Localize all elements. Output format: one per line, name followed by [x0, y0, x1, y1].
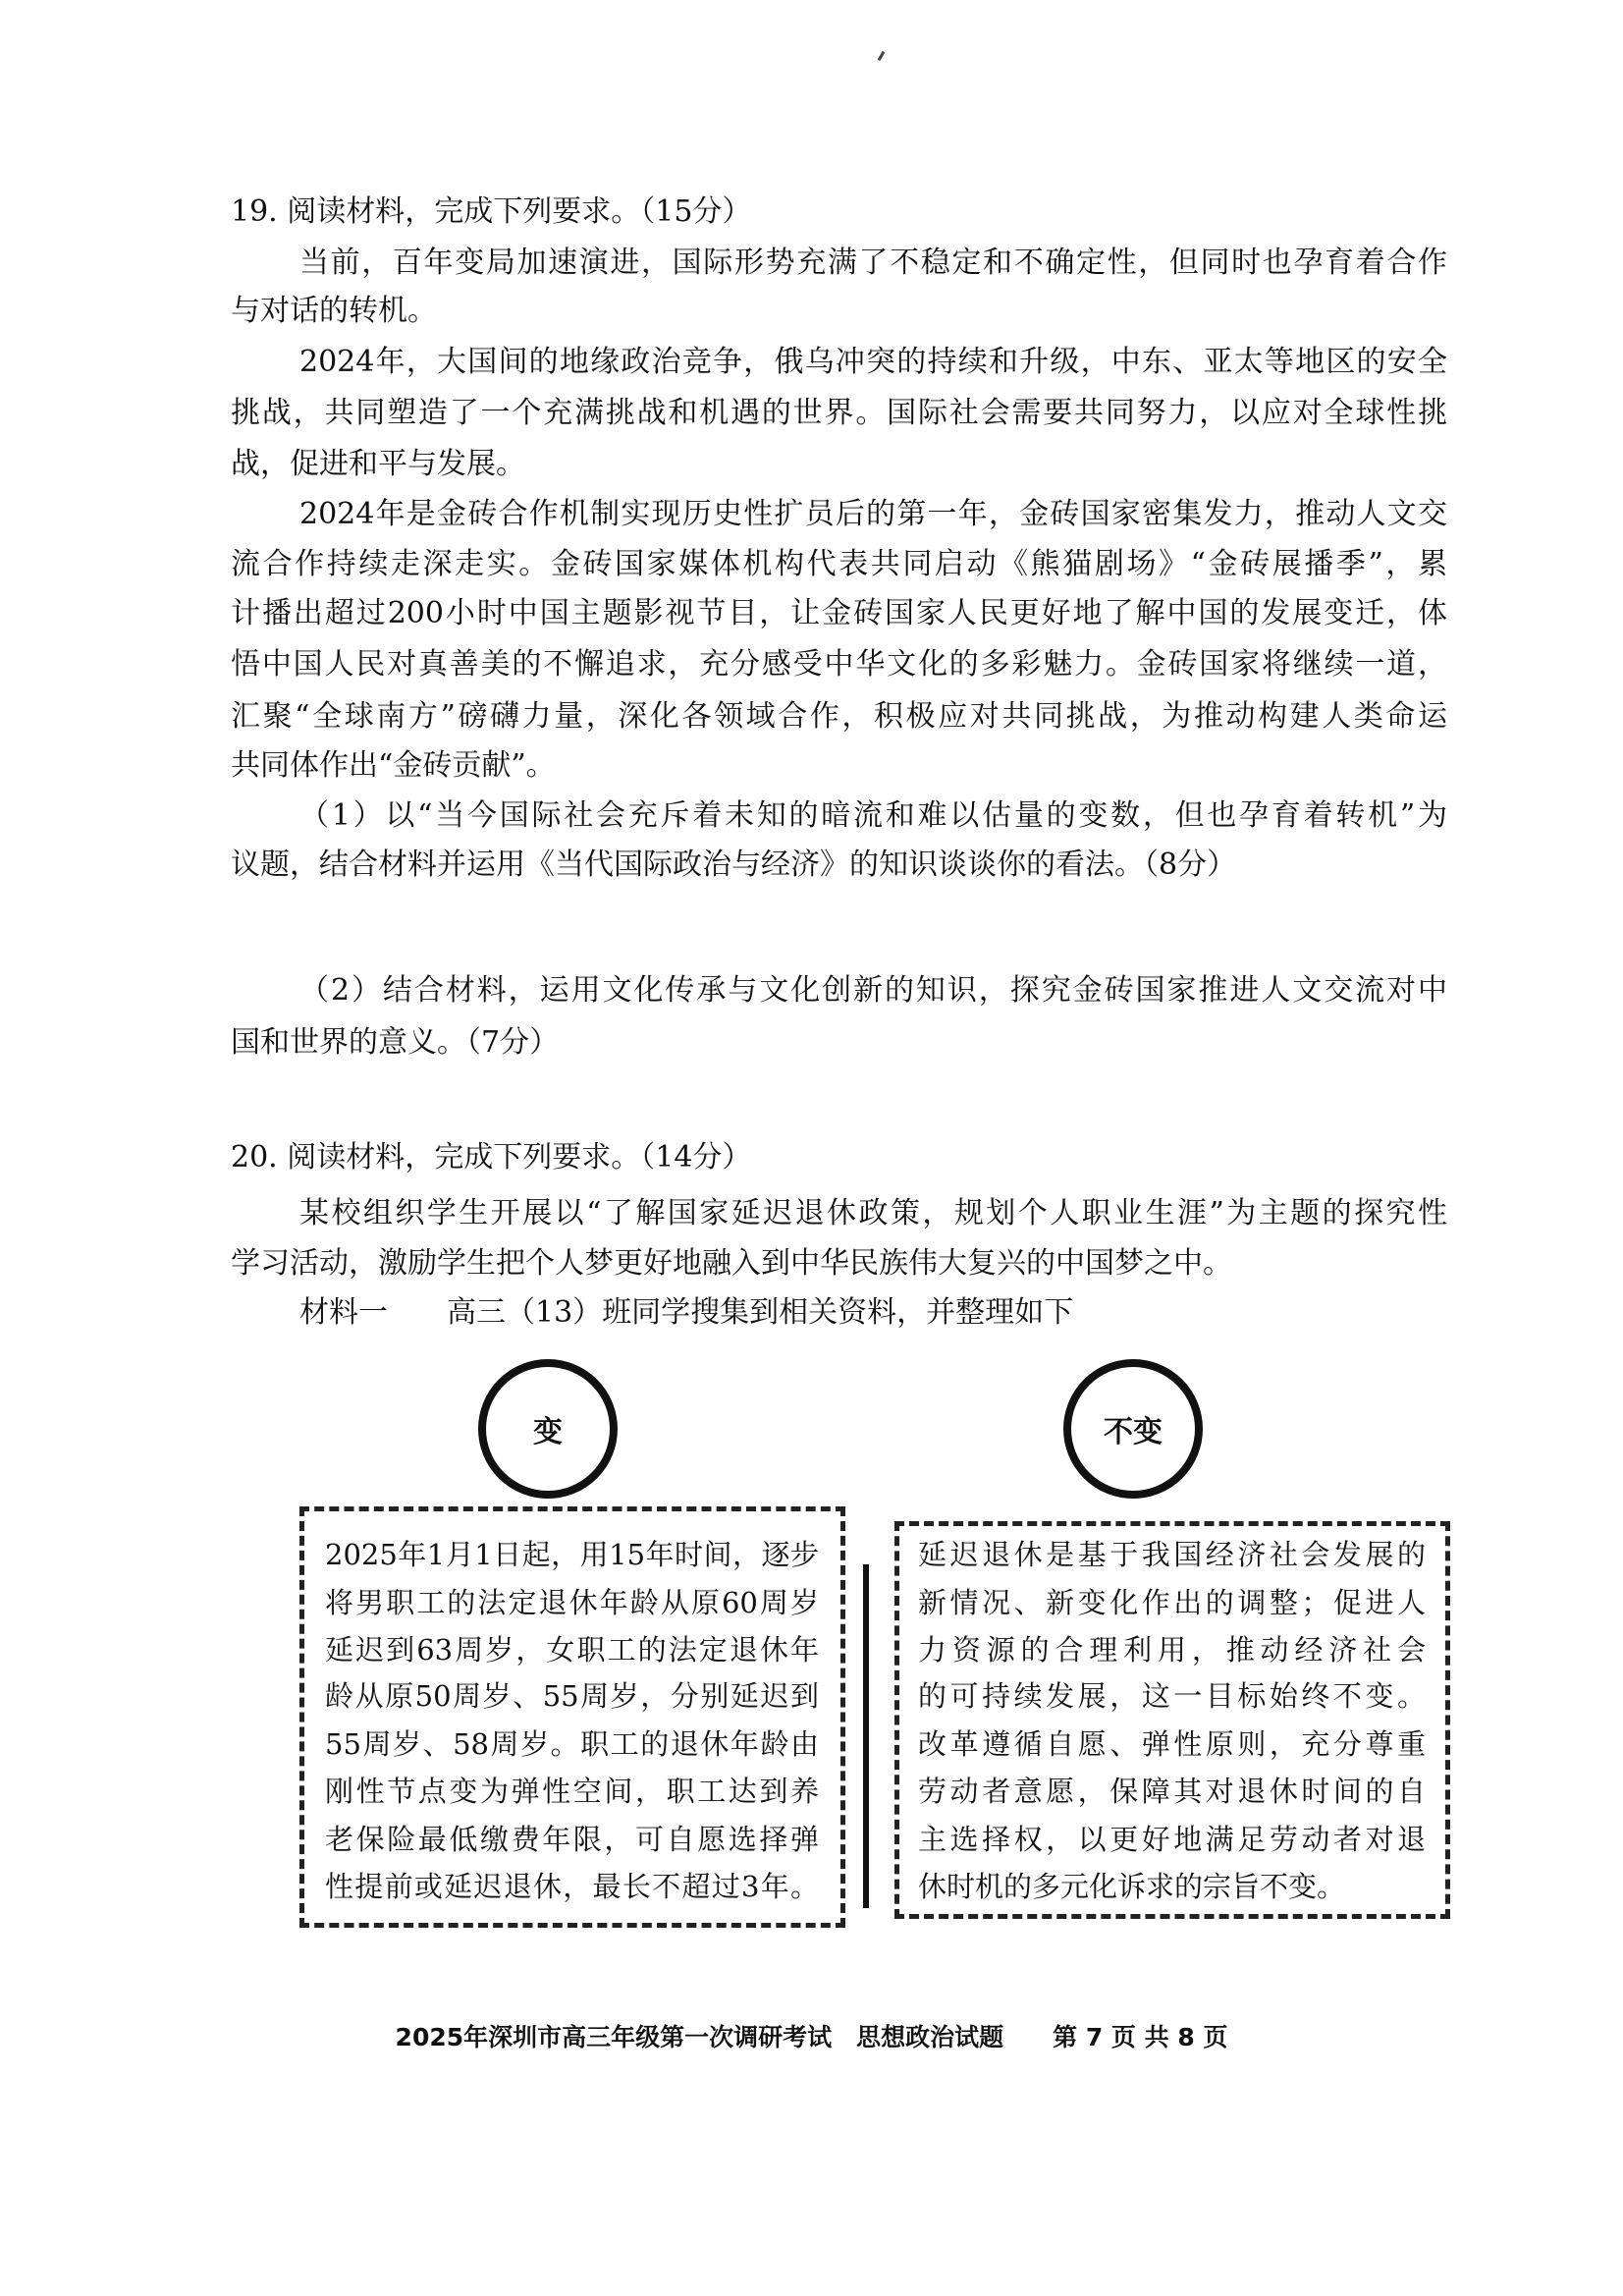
change-line: 老保险最低缴费年限，可自愿选择弹	[325, 1823, 819, 1856]
change-line: 2025年1月1日起，用15年时间，逐步	[325, 1538, 819, 1571]
no-change-circle: 不变	[1063, 1359, 1203, 1499]
no-change-line: 休时机的多元化诉求的宗旨不变。	[918, 1870, 1346, 1903]
q19-line: 与对话的转机。	[231, 294, 437, 328]
no-change-line: 改革遵循自愿、弹性原则，充分尊重	[918, 1727, 1426, 1761]
q19-sub2: （2）结合材料，运用文化传承与文化创新的知识，探究金砖国家推进人文交流对中	[299, 973, 1447, 1008]
no-change-line: 延迟退休是基于我国经济社会发展的	[918, 1538, 1426, 1571]
q19-line: 战，促进和平与发展。	[231, 447, 525, 481]
q19-line: 汇聚“全球南方”磅礴力量，深化各领域合作，积极应对共同挑战，为推动构建人类命运	[231, 699, 1447, 734]
change-line: 55周岁、58周岁。职工的退休年龄由	[325, 1727, 819, 1761]
q19-line: 共同体作出“金砖贡献”。	[231, 748, 556, 783]
q20-material-label: 材料一 高三（13）班同学搜集到相关资料，并整理如下	[299, 1295, 1074, 1330]
q19-line: 流合作持续走深走实。金砖国家媒体机构代表共同启动《熊猫剧场》“金砖展播季”，累	[231, 547, 1447, 581]
no-change-line: 主选择权，以更好地满足劳动者对退	[918, 1823, 1426, 1856]
q20-line: 学习活动，激励学生把个人梦更好地融入到中华民族伟大复兴的中国梦之中。	[231, 1246, 1232, 1281]
q19-title: 19. 阅读材料，完成下列要求。（15分）	[231, 194, 752, 229]
q19-line: 2024年是金砖合作机制实现历史性扩员后的第一年，金砖国家密集发力，推动人文交	[299, 497, 1447, 531]
no-change-line: 劳动者意愿，保障其对退休时间的自	[918, 1775, 1426, 1808]
change-line: 延迟到63周岁，女职工的法定退休年	[325, 1633, 819, 1667]
change-circle: 变	[478, 1359, 618, 1499]
divider-bar	[863, 1564, 869, 1908]
q19-line: 计播出超过200小时中国主题影视节目，让金砖国家人民更好地了解中国的发展变迁，体	[231, 596, 1447, 630]
q19-sub1: 议题，结合材料并运用《当代国际政治与经济》的知识谈谈你的看法。（8分）	[231, 847, 1237, 882]
q19-line: 悟中国人民对真善美的不懈追求，充分感受中华文化的多彩魅力。金砖国家将继续一道，	[231, 647, 1447, 682]
q19-line: 2024年，大国间的地缘政治竞争，俄乌冲突的持续和升级，中东、亚太等地区的安全	[299, 345, 1447, 379]
q19-line: 当前，百年变局加速演进，国际形势充满了不稳定和不确定性，但同时也孕育着合作	[299, 246, 1447, 280]
no-change-line: 力资源的合理利用，推动经济社会	[918, 1633, 1426, 1667]
page-footer: 2025年深圳市高三年级第一次调研考试 思想政治试题 第 7 页 共 8 页	[395, 2023, 1228, 2051]
q20-title: 20. 阅读材料，完成下列要求。（14分）	[231, 1140, 752, 1175]
change-line: 刚性节点变为弹性空间，职工达到养	[325, 1775, 819, 1808]
q19-line: 挑战，共同塑造了一个充满挑战和机遇的世界。国际社会需要共同努力，以应对全球性挑	[231, 396, 1447, 430]
q19-sub1: （1）以“当今国际社会充斥着未知的暗流和难以估量的变数，但也孕育着转机”为	[299, 798, 1447, 833]
no-change-line: 的可持续发展，这一目标始终不变。	[918, 1679, 1426, 1713]
change-line: 性提前或延迟退休，最长不超过3年。	[325, 1870, 819, 1903]
change-line: 龄从原50周岁、55周岁，分别延迟到	[325, 1679, 819, 1713]
no-change-line: 新情况、新变化作出的调整；促进人	[918, 1586, 1426, 1619]
scan-mark	[878, 51, 886, 61]
q19-sub2: 国和世界的意义。（7分）	[231, 1025, 560, 1060]
no-change-box	[894, 1521, 1450, 1919]
change-line: 将男职工的法定退休年龄从原60周岁	[325, 1586, 819, 1619]
q20-line: 某校组织学生开展以“了解国家延迟退休政策，规划个人职业生涯”为主题的探究性	[299, 1196, 1447, 1230]
